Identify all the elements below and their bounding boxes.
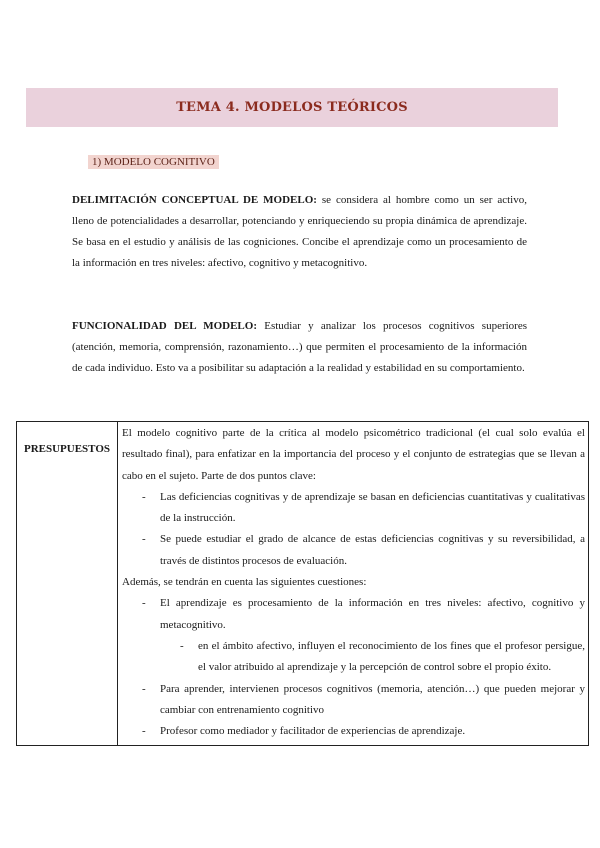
- funcionalidad-paragraph: [72, 316, 527, 379]
- section-label: MODELO COGNITIVO: [103, 156, 215, 168]
- list-item: - Profesor como mediador y facilitador de experiencias de aprendizaje.: [142, 721, 585, 742]
- list-item: - Para aprender, intervienen procesos cognitivos (memoria, atención…) que pueden mejorar y cambiar con entrenamiento cognitivo: [142, 679, 585, 722]
- funcionalidad-text: Estudiar y analizar los procesos cognitivos superiores (atención, memoria, comprensión, razonamiento…) que permiten el procesamiento de la información de cada individuo. Esto va a posibilitar su adaptación a la realidad y estabilidad en su comportamiento.: [72, 320, 527, 374]
- section-heading: [88, 155, 219, 169]
- presupuestos-table: [16, 421, 589, 746]
- delimitacion-paragraph: [72, 190, 527, 274]
- title-banner: [26, 88, 558, 127]
- key-points-list: [122, 487, 585, 572]
- funcionalidad-heading: FUNCIONALIDAD DEL MODELO:: [72, 320, 257, 332]
- ademas-text: Además, se tendrán en cuenta las siguientes cuestiones:: [122, 576, 367, 589]
- table-row: [17, 422, 589, 746]
- list-item: [142, 593, 585, 678]
- list-item: - Las deficiencias cognitivas y de aprendizaje se basan en deficiencias cuantitativas y cualitativas de la instrucción.: [142, 487, 585, 530]
- list-item: - Se puede estudiar el grado de alcance de estas deficiencias cognitivas y su reversibilidad, a través de distintos procesos de evaluación.: [142, 529, 585, 572]
- presupuestos-label-cell: [17, 422, 118, 746]
- presupuestos-label: PRESUPUESTOS: [24, 443, 110, 455]
- presupuestos-content-cell: [118, 422, 589, 746]
- delimitacion-text: se considera al hombre como un ser activo, lleno de potencialidades a desarrollar, potenciando y enriqueciendo su propia dinámica de aprendizaje. Se basa en el estudio y análisis de las cogniciones. Concibe el aprendizaje como un procesamiento de la información en tres niveles: afectivo, cognitivo y metacognitivo.: [72, 194, 527, 269]
- presupuestos-intro: El modelo cognitivo parte de la crítica al modelo psicométrico tradicional (el cual solo evalúa el resultado final), para enfatizar en la importancia del proceso y el conjunto de estrategias que se llevan a cabo en el sujeto. Parte de dos puntos clave:: [122, 427, 585, 482]
- sub-list: [160, 636, 585, 679]
- page-title: TEMA 4. MODELOS TEÓRICOS: [176, 100, 408, 115]
- delimitacion-heading: DELIMITACIÓN CONCEPTUAL DE MODELO:: [72, 194, 317, 206]
- list-item: - en el ámbito afectivo, influyen el reconocimiento de los fines que el profesor persigue, el valor atribuido al aprendizaje y la percepción de control sobre el propio éxito.: [180, 636, 585, 679]
- cuestiones-list: [122, 593, 585, 742]
- section-number: 1): [92, 156, 102, 168]
- cuestion-text: El aprendizaje es procesamiento de la información en tres niveles: afectivo, cognitivo y metacognitivo.: [160, 597, 585, 631]
